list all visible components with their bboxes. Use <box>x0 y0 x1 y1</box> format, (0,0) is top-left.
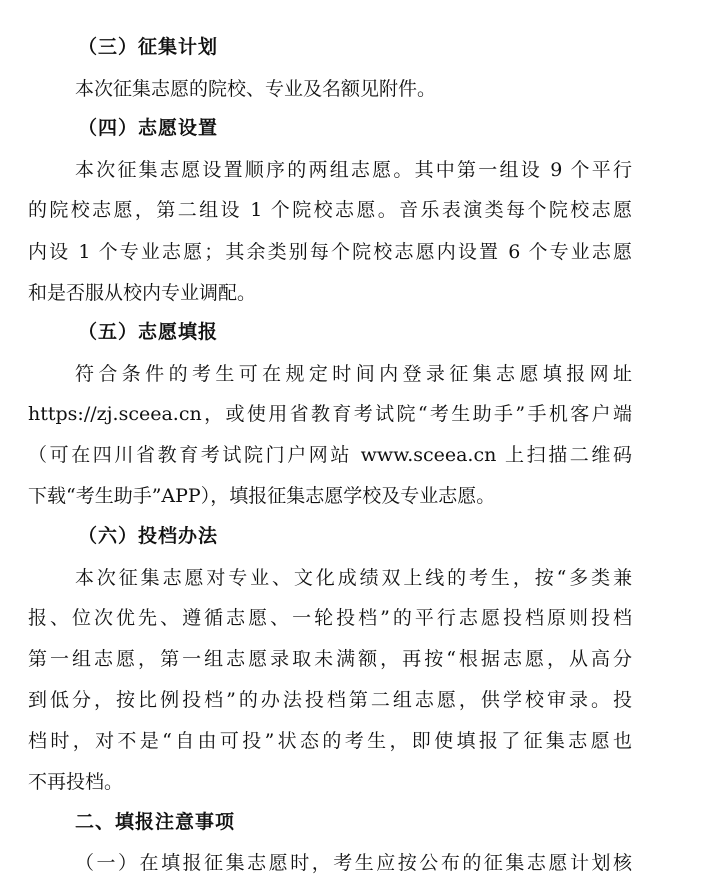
paragraph-line: 本次征集志愿的院校、专业及名额见附件。 <box>75 78 437 100</box>
paragraph-line: 下载“考生助手”APP），填报征集志愿学校及专业志愿。 <box>28 485 496 507</box>
section-heading-archive-method: （六）投档办法 <box>78 525 219 547</box>
paragraph-line: 报、位次优先、遵循志愿、一轮投档”的平行志愿投档原则投档 <box>28 607 632 629</box>
paragraph-line: 本次征集志愿对专业、文化成绩双上线的考生，按“多类兼 <box>75 567 632 589</box>
paragraph-line: 的院校志愿，第二组设 1 个院校志愿。音乐表演类每个院校志愿 <box>28 199 632 221</box>
paragraph-line: （一）在填报征集志愿时，考生应按公布的征集志愿计划核 <box>75 852 632 874</box>
paragraph-line: 到低分，按比例投档”的办法投档第二组志愿，供学校审录。投 <box>28 689 632 711</box>
section-heading-filling-notes: 二、填报注意事项 <box>75 811 236 833</box>
section-heading-collection-plan: （三）征集计划 <box>78 36 219 58</box>
paragraph-line: 内设 1 个专业志愿；其余类别每个院校志愿内设置 6 个专业志愿 <box>28 241 632 263</box>
paragraph-line: （可在四川省教育考试院门户网站 www.sceea.cn 上扫描二维码 <box>28 444 632 466</box>
section-heading-preference-filling: （五）志愿填报 <box>78 321 219 343</box>
paragraph-line: 和是否服从校内专业调配。 <box>28 282 257 304</box>
paragraph-line: 本次征集志愿设置顺序的两组志愿。其中第一组设 9 个平行 <box>75 159 632 181</box>
paragraph-line: 符合条件的考生可在规定时间内登录征集志愿填报网址 <box>75 363 632 385</box>
paragraph-line: 档时，对不是“自由可投”状态的考生，即使填报了征集志愿也 <box>28 730 632 752</box>
section-heading-preference-setup: （四）志愿设置 <box>78 117 219 139</box>
paragraph-line: 不再投档。 <box>28 771 124 793</box>
paragraph-line: https://zj.sceea.cn，或使用省教育考试院“考生助手”手机客户端 <box>28 403 632 425</box>
paragraph-line: 第一组志愿，第一组志愿录取未满额，再按“根据志愿，从高分 <box>28 648 632 670</box>
